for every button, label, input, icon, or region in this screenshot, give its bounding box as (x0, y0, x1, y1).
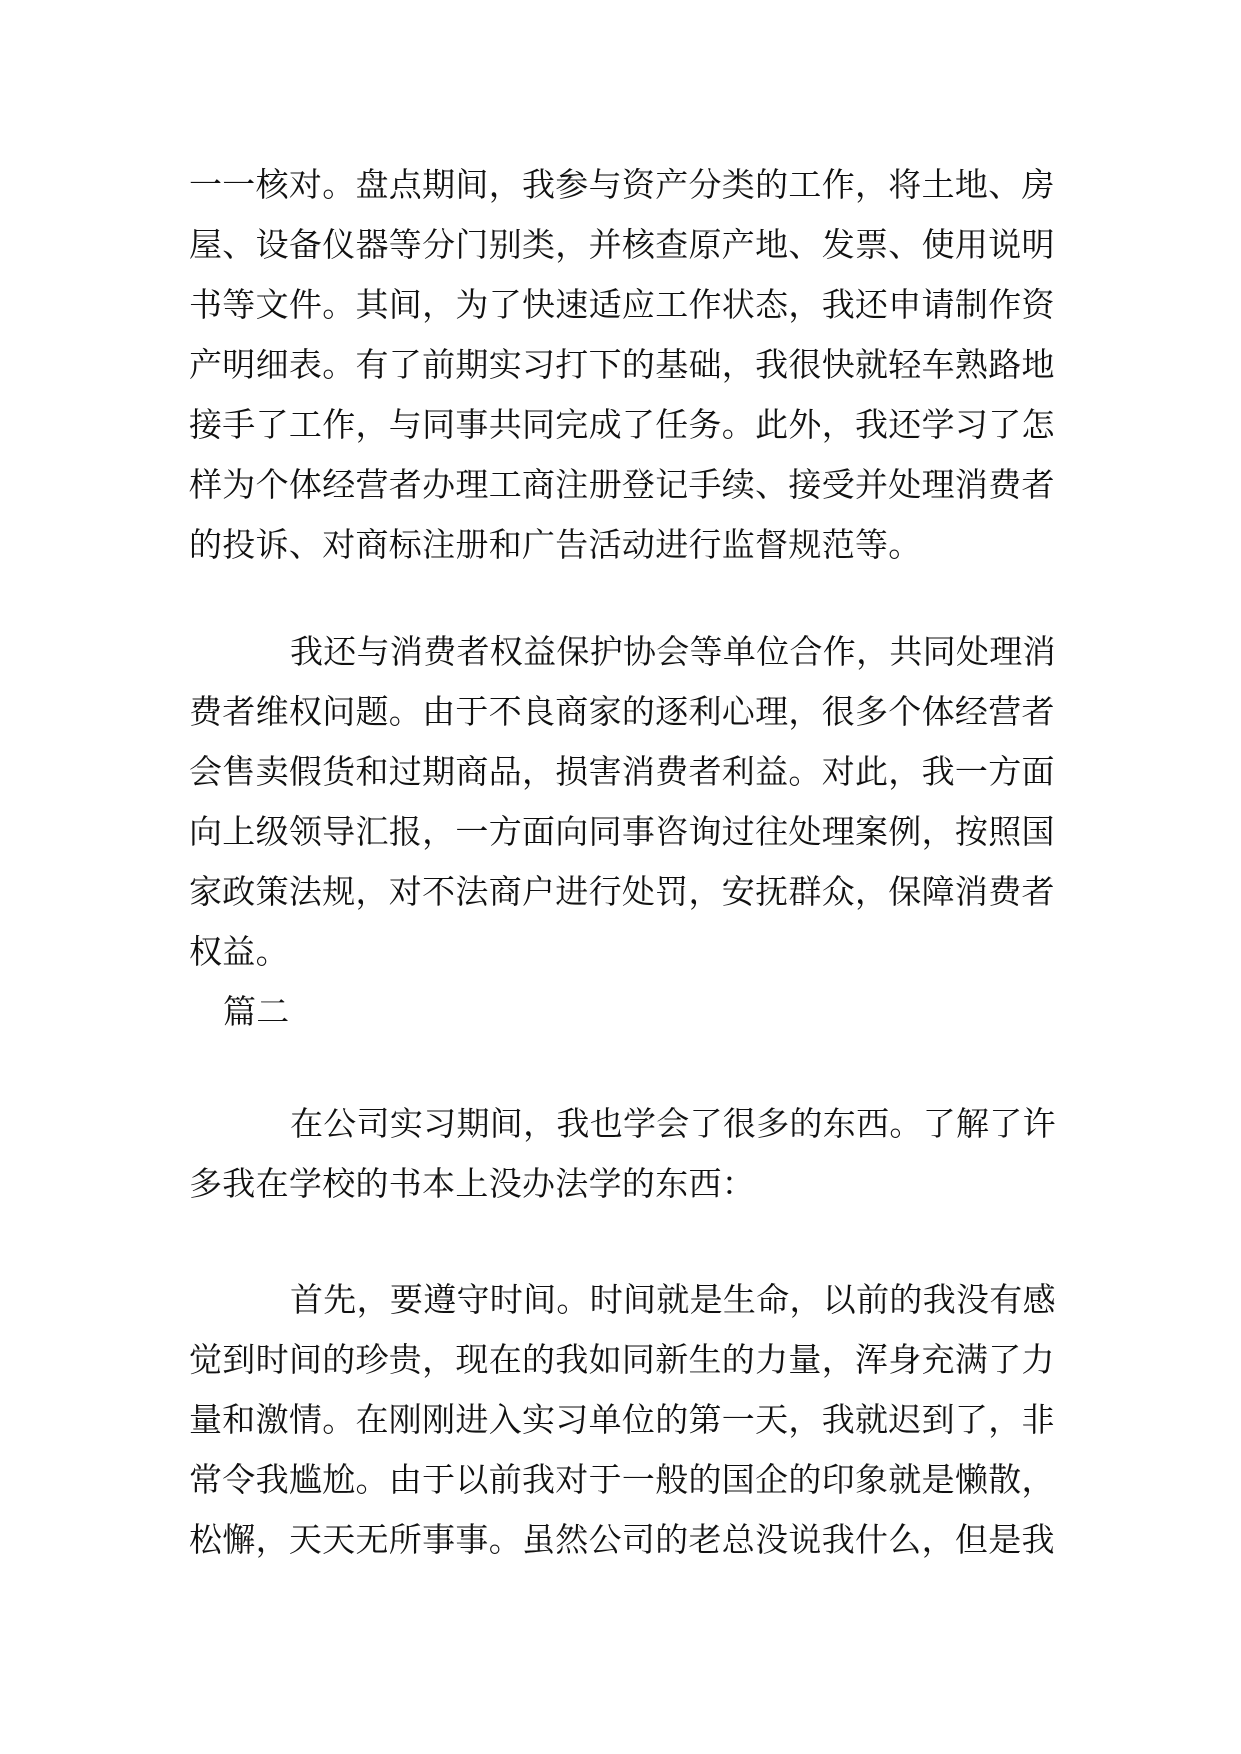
text-line: 费者维权问题。由于不良商家的逐利心理，很多个体经营者 (189, 692, 1055, 731)
document-body (189, 155, 1069, 1570)
text-line: 多我在学校的书本上没办法学的东西： (189, 1164, 756, 1203)
paragraph-asset-inventory (189, 155, 1069, 575)
text-line: 书等文件。其间，为了快速适应工作状态，我还申请制作资 (189, 285, 1055, 324)
text-line: 松懈，天天无所事事。虽然公司的老总没说我什么，但是我 (189, 1520, 1055, 1559)
text-line: 的投诉、对商标注册和广告活动进行监督规范等。 (189, 525, 922, 564)
text-line: 产明细表。有了前期实习打下的基础，我很快就轻车熟路地 (189, 345, 1055, 384)
paragraph-consumer-rights (189, 622, 1069, 982)
text-line: 样为个体经营者办理工商注册登记手续、接受并处理消费者 (189, 465, 1055, 504)
text-line: 接手了工作，与同事共同完成了任务。此外，我还学习了怎 (189, 405, 1055, 444)
section-heading: 篇二 (223, 992, 290, 1031)
paragraph-internship-intro (189, 1094, 1069, 1214)
text-line: 常令我尴尬。由于以前我对于一般的国企的印象就是懒散， (189, 1460, 1055, 1499)
text-line: 屋、设备仪器等分门别类，并核查原产地、发票、使用说明 (189, 225, 1055, 264)
text-line: 在公司实习期间，我也学会了很多的东西。了解了许 (290, 1104, 1056, 1143)
text-line: 觉到时间的珍贵，现在的我如同新生的力量，浑身充满了力 (189, 1340, 1055, 1379)
text-line: 会售卖假货和过期商品，损害消费者利益。对此，我一方面 (189, 752, 1055, 791)
text-line: 一一核对。盘点期间，我参与资产分类的工作，将土地、房 (189, 165, 1055, 204)
text-line: 量和激情。在刚刚进入实习单位的第一天，我就迟到了，非 (189, 1400, 1055, 1439)
paragraph-punctuality (189, 1270, 1069, 1570)
text-line: 我还与消费者权益保护协会等单位合作，共同处理消 (290, 632, 1056, 671)
text-line: 向上级领导汇报，一方面向同事咨询过往处理案例，按照国 (189, 812, 1055, 851)
text-line: 权益。 (189, 932, 289, 971)
text-line: 家政策法规，对不法商户进行处罚，安抚群众，保障消费者 (189, 872, 1055, 911)
text-line: 首先，要遵守时间。时间就是生命，以前的我没有感 (290, 1280, 1056, 1319)
